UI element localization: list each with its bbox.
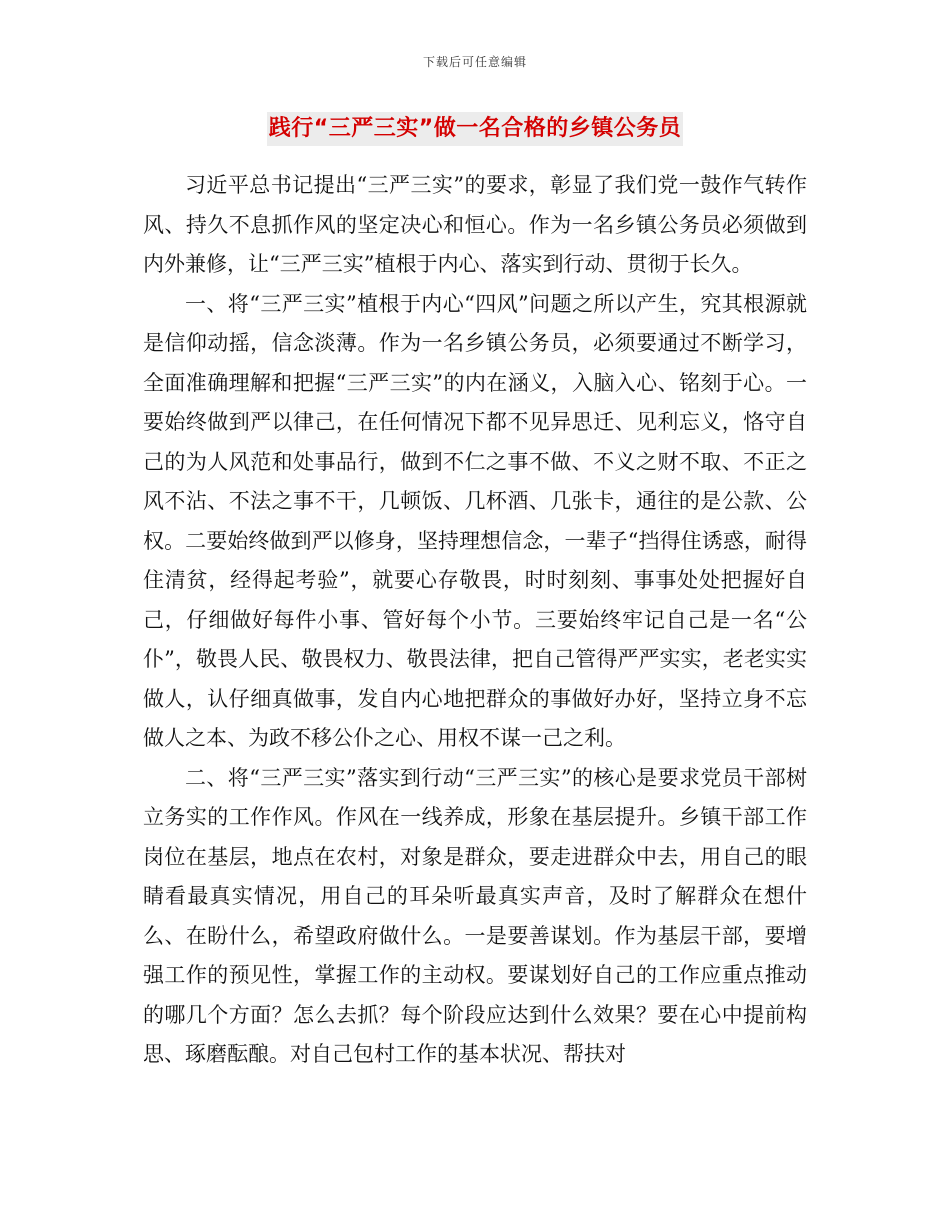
paragraph-intro: 习近平总书记提出“三严三实”的要求，彰显了我们党一鼓作气转作风、持久不息抓作风的坚定决心和恒心。作为一名乡镇公务员必须做到内外兼修，让“三严三实”植根于内心、落实到行动、贯彻于长久。 [143, 173, 807, 276]
title-container [0, 112, 950, 146]
paragraph-section-two: 二、将“三严三实”落实到行动“三严三实”的核心是要求党员干部树立务实的工作作风。作风在一线养成，形象在基层提升。乡镇干部工作岗位在基层，地点在农村，对象是群众，要走进群众中去，用自己的眼睛看最真实情况，用自己的耳朵听最真实声音，及时了解群众在想什么、在盼什么，希望政府做什么。一是要善谋划。作为基层干部，要增强工作的预见性，掌握工作的主动权。要谋划好自己的工作应重点推动的哪几个方面？怎么去抓？每个阶段应达到什么效果？要在心中提前构思、琢磨酝酿。对自己包村工作的基本状况、帮扶对 [143, 765, 807, 1066]
document-body [143, 166, 807, 1075]
paragraph-section-one: 一、将“三严三实”植根于内心“四风”问题之所以产生，究其根源就是信仰动摇，信念淡薄。作为一名乡镇公务员，必须要通过不断学习，全面准确理解和把握“三严三实”的内在涵义，入脑入心、铭刻于心。一要始终做到严以律己，在任何情况下都不见异思迁、见利忘义，恪守自己的为人风范和处事品行，做到不仁之事不做、不义之财不取、不正之风不沾、不法之事不干，几顿饭、几杯酒、几张卡，通往的是公款、公权。二要始终做到严以修身，坚持理想信念，一辈子“挡得住诱惑，耐得住清贫，经得起考验”，就要心存敬畏，时时刻刻、事事处处把握好自己，仔细做好每件小事、管好每个小节。三要始终牢记自己是一名“公仆”，敬畏人民、敬畏权力、敬畏法律，把自己管得严严实实，老老实实做人，认仔细真做事，发自内心地把群众的事做好办好，坚持立身不忘做人之本、为政不移公仆之心、用权不谋一己之利。 [143, 291, 807, 750]
header-note: 下载后可任意编辑 [422, 55, 527, 69]
document-title: 践行“三严三实”做一名合格的乡镇公务员 [267, 112, 683, 146]
